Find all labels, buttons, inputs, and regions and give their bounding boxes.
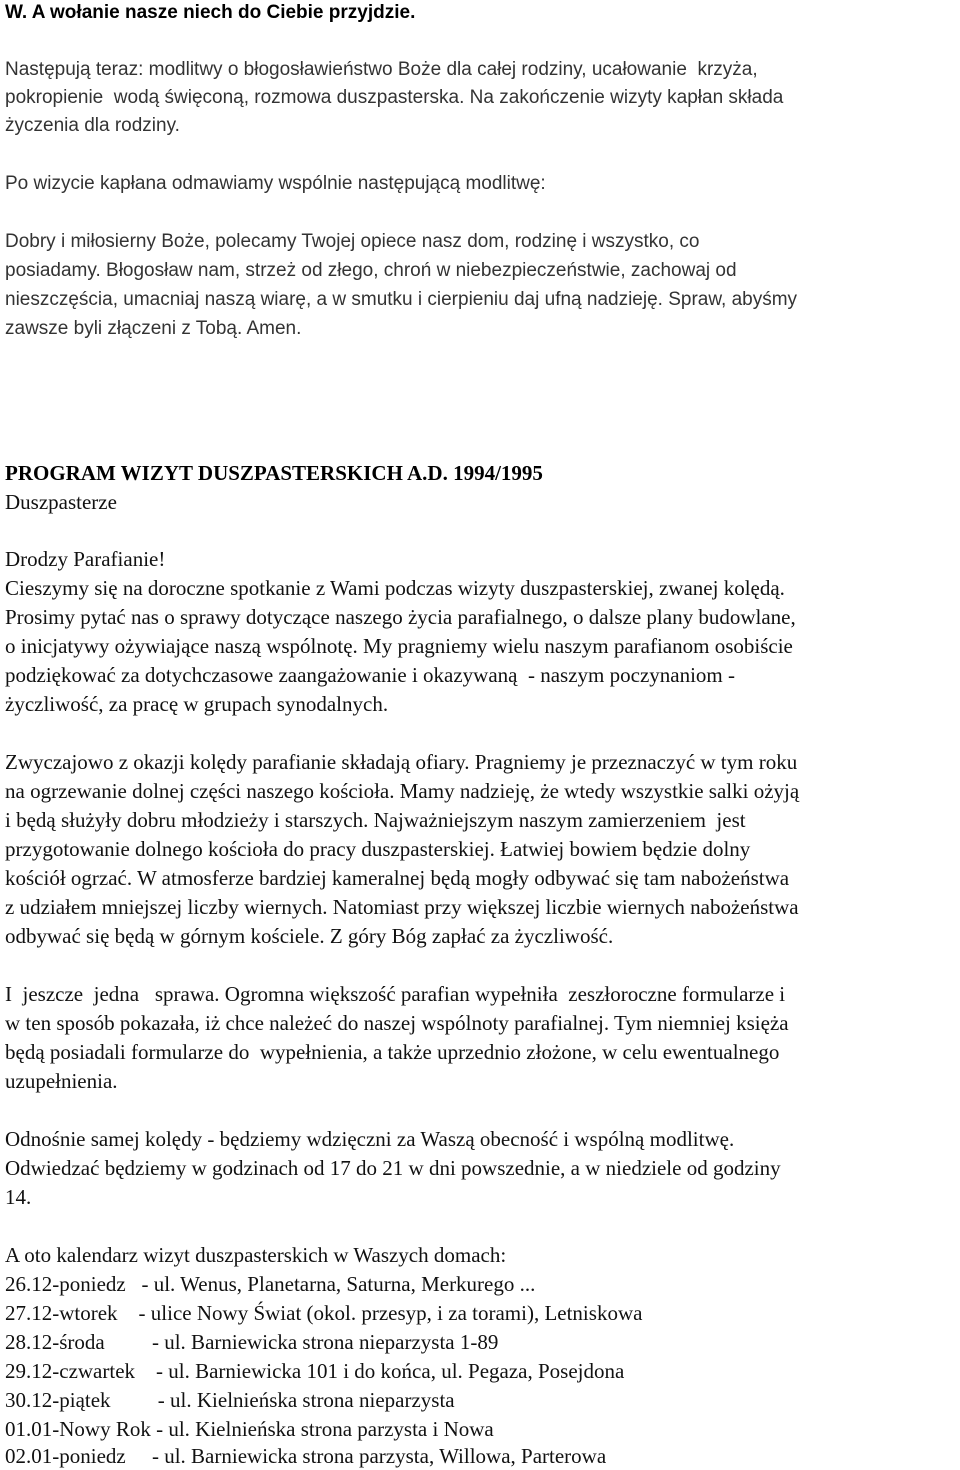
calendar-entry: 01.01-Nowy Rok - ul. Kielnieńska strona parzysta i Nowa <box>5 1417 494 1441</box>
text-line: będą posiadali formularze do wypełnienia, a także uprzednio złożone, w celu ewentualnego <box>5 1040 780 1064</box>
text-line: na ogrzewanie dolnej części naszego kościoła. Mamy nadzieję, że wtedy wszystkie salki ożyją <box>5 779 800 803</box>
text-line: Następują teraz: modlitwy o błogosławieństwo Boże dla całej rodziny, ucałowanie krzyża, <box>5 59 758 80</box>
text-line: Cieszymy się na doroczne spotkanie z Wami podczas wizyty duszpasterskiej, zwanej kolędą. <box>5 576 785 600</box>
text-line: kościół ogrzać. W atmosferze bardziej kameralnej będą mogły odbywać się tam nabożeństwa <box>5 866 790 890</box>
text-line: odbywać się będą w górnym kościele. Z góry Bóg zapłać za życzliwość. <box>5 924 614 948</box>
text-line: pokropienie wodą święconą, rozmowa duszpasterska. Na zakończenie wizyty kapłan składa <box>5 87 784 108</box>
text-line: podziękować za dotychczasowe zaangażowanie i okazywaną - naszym poczynaniom - <box>5 663 735 687</box>
text-line: uzupełnienia. <box>5 1069 118 1093</box>
text-line: Zwyczajowo z okazji kolędy parafianie składają ofiary. Pragniemy je przeznaczyć w tym roku <box>5 750 798 774</box>
greeting: Drodzy Parafianie! <box>5 547 166 571</box>
calendar-entry: 26.12-poniedz - ul. Wenus, Planetarna, Saturna, Merkurego ... <box>5 1272 536 1296</box>
author-line: Duszpasterze <box>5 490 117 514</box>
text-line: życzenia dla rodziny. <box>5 115 180 136</box>
text-line: zawsze byli złączeni z Tobą. Amen. <box>5 318 302 339</box>
text-line: 14. <box>5 1185 32 1209</box>
calendar-entry: 02.01-poniedz - ul. Barniewicka strona parzysta, Willowa, Parterowa <box>5 1444 607 1468</box>
text-line: Prosimy pytać nas o sprawy dotyczące naszego życia parafialnego, o dalsze plany budowlane, <box>5 605 796 629</box>
calendar-intro: A oto kalendarz wizyt duszpasterskich w Waszych domach: <box>5 1243 507 1267</box>
calendar-entry: 30.12-piątek - ul. Kielnieńska strona nieparzysta <box>5 1388 455 1412</box>
after-visit-line: Po wizycie kapłana odmawiamy wspólnie następującą modlitwę: <box>5 173 546 194</box>
top-heading: W. A wołanie nasze niech do Ciebie przyjdzie. <box>5 2 416 23</box>
text-line: I jeszcze jedna sprawa. Ogromna większość parafian wypełniła zeszłoroczne formularze i <box>5 982 786 1006</box>
calendar-entry: 28.12-środa - ul. Barniewicka strona nieparzysta 1-89 <box>5 1330 499 1354</box>
text-line: z udziałem mniejszej liczby wiernych. Natomiast przy większej liczbie wiernych nabożeństwa <box>5 895 799 919</box>
text-line: w ten sposób pokazała, iż chce należeć do naszej wspólnoty parafialnej. Tym niemniej księża <box>5 1011 789 1035</box>
program-title: PROGRAM WIZYT DUSZPASTERSKICH A.D. 1994/1995 <box>5 461 543 485</box>
calendar-entry: 27.12-wtorek - ulice Nowy Świat (okol. przesyp, i za torami), Letniskowa <box>5 1301 643 1325</box>
text-line: nieszczęścia, umacniaj naszą wiarę, a w smutku i cierpieniu daj ufną nadzieję. Spraw, abyśmy <box>5 289 798 310</box>
text-line: życzliwość, za pracę w grupach synodalnych. <box>5 692 389 716</box>
text-line: Odnośnie samej kolędy - będziemy wdzięczni za Waszą obecność i wspólną modlitwę. <box>5 1127 735 1151</box>
text-line: i będą służyły dobru młodzieży i starszych. Najważniejszym naszym zamierzeniem jest <box>5 808 746 832</box>
text-line: Dobry i miłosierny Boże, polecamy Twojej opiece nasz dom, rodzinę i wszystko, co <box>5 231 700 252</box>
text-line: przygotowanie dolnego kościoła do pracy duszpasterskiej. Łatwiej bowiem będzie dolny <box>5 837 751 861</box>
calendar-entry: 29.12-czwartek - ul. Barniewicka 101 i do końca, ul. Pegaza, Posejdona <box>5 1359 625 1383</box>
text-line: posiadamy. Błogosław nam, strzeż od złego, chroń w niebezpieczeństwie, zachowaj od <box>5 260 737 281</box>
text-line: o inicjatywy ożywiające naszą wspólnotę. My pragniemy wielu naszym parafianom osobiście <box>5 634 793 658</box>
text-line: Odwiedzać będziemy w godzinach od 17 do 21 w dni powszednie, a w niedziele od godziny <box>5 1156 781 1180</box>
